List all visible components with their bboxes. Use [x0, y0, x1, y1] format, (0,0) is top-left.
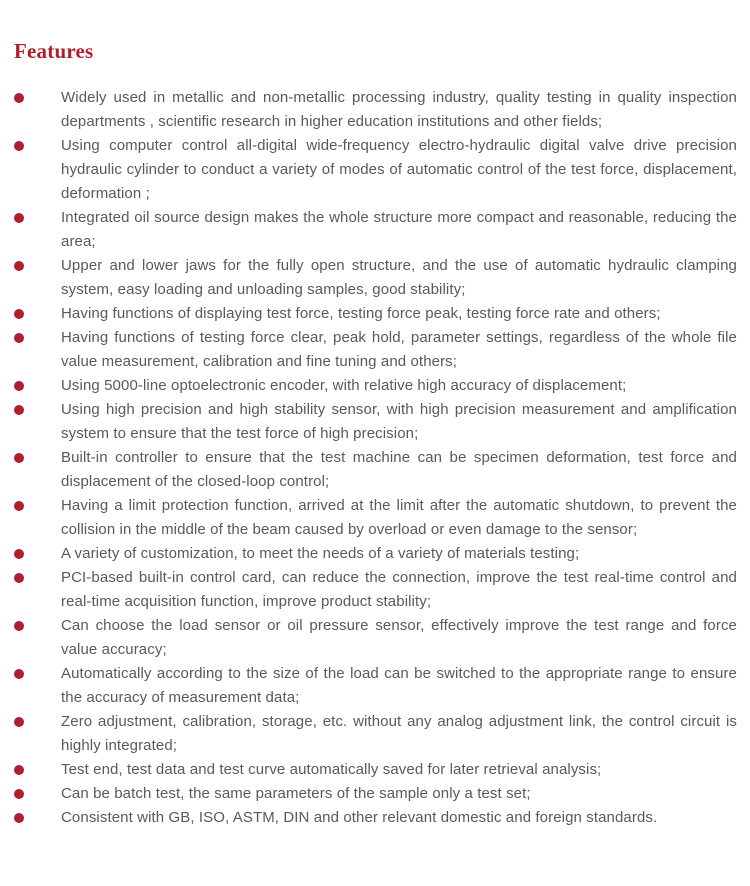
list-item	[0, 494, 750, 542]
feature-text: Using high precision and high stability sensor, with high precision measurement and amplification system to ensure that the test force of high precision;	[61, 401, 737, 442]
feature-text: Having functions of displaying test force, testing force peak, testing force rate and others;	[61, 305, 661, 322]
feature-text: Upper and lower jaws for the fully open structure, and the use of automatic hydraulic clamping system, easy loading and unloading samples, good stability;	[61, 257, 737, 298]
bullet-icon	[14, 717, 24, 727]
feature-text: Test end, test data and test curve automatically saved for later retrieval analysis;	[61, 761, 602, 778]
list-item	[0, 662, 750, 710]
list-item	[0, 710, 750, 758]
bullet-icon	[14, 501, 24, 511]
feature-text: Having a limit protection function, arrived at the limit after the automatic shutdown, to prevent the collision in the middle of the beam caused by overload or even damage to the sensor;	[61, 497, 737, 538]
bullet-icon	[14, 573, 24, 583]
list-item	[0, 758, 750, 782]
features-list	[0, 86, 750, 830]
bullet-icon	[14, 309, 24, 319]
feature-text: A variety of customization, to meet the needs of a variety of materials testing;	[61, 545, 580, 562]
bullet-icon	[14, 453, 24, 463]
feature-text: Using computer control all-digital wide-frequency electro-hydraulic digital valve drive precision hydraulic cylinder to conduct a variety of modes of automatic control of the test force, displacement, deformation ;	[61, 137, 737, 202]
bullet-icon	[14, 405, 24, 415]
list-item	[0, 782, 750, 806]
list-item	[0, 542, 750, 566]
bullet-icon	[14, 93, 24, 103]
feature-text: Zero adjustment, calibration, storage, etc. without any analog adjustment link, the control circuit is highly integrated;	[61, 713, 737, 754]
feature-text: Built-in controller to ensure that the test machine can be specimen deformation, test force and displacement of the closed-loop control;	[61, 449, 737, 490]
bullet-icon	[14, 789, 24, 799]
feature-text: Can choose the load sensor or oil pressure sensor, effectively improve the test range and force value accuracy;	[61, 617, 737, 658]
bullet-icon	[14, 549, 24, 559]
bullet-icon	[14, 621, 24, 631]
feature-text: Using 5000-line optoelectronic encoder, with relative high accuracy of displacement;	[61, 377, 627, 394]
section-title: Features	[14, 39, 94, 63]
bullet-icon	[14, 765, 24, 775]
list-item	[0, 398, 750, 446]
bullet-icon	[14, 381, 24, 391]
feature-text: PCI-based built-in control card, can reduce the connection, improve the test real-time control and real-time acquisition function, improve product stability;	[61, 569, 737, 610]
bullet-icon	[14, 333, 24, 343]
list-item	[0, 206, 750, 254]
feature-text: Consistent with GB, ISO, ASTM, DIN and other relevant domestic and foreign standards.	[61, 809, 658, 826]
feature-text: Widely used in metallic and non-metallic processing industry, quality testing in quality inspection departments , scientific research in higher education institutions and other fields;	[61, 89, 737, 130]
bullet-icon	[14, 669, 24, 679]
list-item	[0, 302, 750, 326]
list-item	[0, 806, 750, 830]
bullet-icon	[14, 141, 24, 151]
list-item	[0, 254, 750, 302]
list-item	[0, 134, 750, 206]
list-item	[0, 614, 750, 662]
bullet-icon	[14, 213, 24, 223]
list-item	[0, 86, 750, 134]
list-item	[0, 326, 750, 374]
list-item	[0, 446, 750, 494]
list-item	[0, 374, 750, 398]
feature-text: Automatically according to the size of the load can be switched to the appropriate range to ensure the accuracy of measurement data;	[61, 665, 737, 706]
feature-text: Having functions of testing force clear, peak hold, parameter settings, regardless of the whole file value measurement, calibration and fine tuning and others;	[61, 329, 737, 370]
feature-text: Integrated oil source design makes the whole structure more compact and reasonable, reducing the area;	[61, 209, 737, 250]
feature-text: Can be batch test, the same parameters of the sample only a test set;	[61, 785, 531, 802]
bullet-icon	[14, 261, 24, 271]
bullet-icon	[14, 813, 24, 823]
list-item	[0, 566, 750, 614]
